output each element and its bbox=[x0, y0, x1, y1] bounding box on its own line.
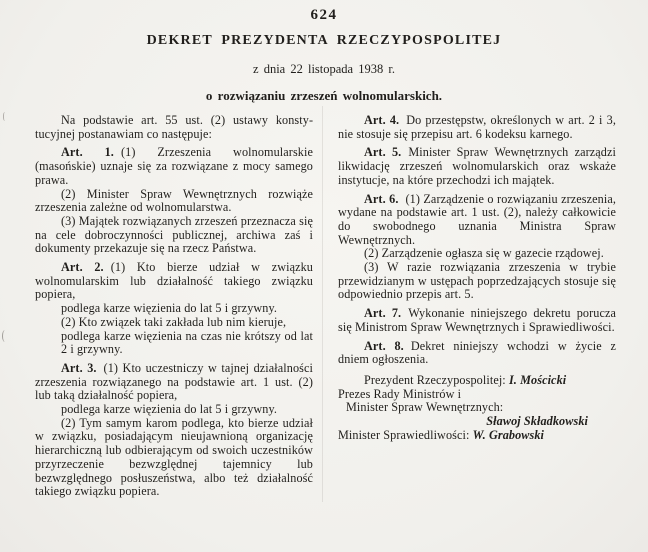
article-2-paragraph-2: (2) Kto związek taki zakłada lub nim kieruje, bbox=[61, 314, 287, 329]
article-4-text: Do przestępstw, określonych w art. 2 i 3, nie stosuje się przepisu art. 6 kodeksu karnego. bbox=[338, 113, 616, 141]
article-7-paragraph bbox=[338, 307, 616, 334]
article-2-penalty-2: podlega karze więzienia na czas nie krótszy od lat 2 i grzywny. bbox=[61, 328, 313, 357]
document-title: DEKRET PREZYDENTA RZECZYPOSPOLITEJ bbox=[146, 33, 502, 48]
article-2-penalty-1: podlega karze więzienia do lat 5 i grzywny. bbox=[61, 301, 278, 316]
article-2-paragraph-1 bbox=[35, 261, 313, 302]
document-date: z dnia 22 listopada 1938 r. bbox=[253, 62, 395, 76]
article-6-paragraph-1 bbox=[338, 193, 616, 248]
signature-president bbox=[338, 374, 616, 388]
left-column bbox=[35, 114, 313, 499]
article-1-paragraph-1 bbox=[35, 146, 313, 187]
article-6-paragraph-3: (3) W razie rozwiązania zrzeszenia w trybie przewidzianym w ustępach poprzedzających stosuje się odpowiednio przepis art. 5. bbox=[338, 260, 616, 302]
body-columns bbox=[0, 104, 648, 499]
article-2-label: Art. 2. bbox=[61, 260, 104, 275]
article-6-label: Art. 6. bbox=[364, 191, 399, 206]
article-3-paragraph-1 bbox=[35, 362, 313, 403]
scan-column-streak bbox=[322, 106, 323, 502]
article-5-text: Minister Spraw Wewnętrznych zarządzi likwidację zrzeszeń wolnomularskich oraz wskaże instytucje, na które przechodzi ich majątek. bbox=[338, 145, 616, 187]
article-7-text: Wykonanie niniejszego dekretu porucza się Ministrom Spraw Wewnętrznych i Sprawiedliwości. bbox=[338, 306, 616, 334]
article-1-paragraph-2: (2) Minister Spraw Wewnętrznych rozwiąże zrzeszenia zależne od wolnomularstwa. bbox=[35, 186, 313, 215]
article-1-label: Art. 1. bbox=[61, 145, 114, 160]
article-6-text: (1) Zarządzenie o rozwiązaniu zrzeszenia, wydane na podstawie art. 1 ust. (2), należy całkowicie do swobodnego uznania Ministra Spraw Wewnętrznych. bbox=[338, 191, 616, 247]
article-4-paragraph bbox=[338, 114, 616, 141]
article-2-text: (1) Kto bierze udział w związku wolnomularskim lub działalność takiego związku popiera, bbox=[35, 260, 313, 302]
article-8-label: Art. 8. bbox=[364, 338, 404, 353]
article-5-label: Art. 5. bbox=[364, 145, 402, 160]
article-5-paragraph bbox=[338, 146, 616, 187]
preamble-paragraph: Na podstawie art. 55 ust. (2) ustawy konstytucyjnej postanawiam co następuje: bbox=[35, 113, 313, 141]
signature-justice-role: Minister Sprawiedliwości: bbox=[338, 427, 470, 442]
article-8-text: Dekret niniejszy wchodzi w życie z dniem ogłoszenia. bbox=[338, 338, 616, 367]
article-3-paragraph-2: (2) Tym samym karom podlega, kto bierze udział w związku, posiadającym nieujawnioną organizację hierarchiczną lub odbierającym od swoich uczestników przyrzeczenie bezwzględnej tajemnicy lub bezwzględnego posłuszeństwa, albo też działalność takiego związku popiera. bbox=[35, 415, 313, 499]
signature-president-name: I. Mościcki bbox=[508, 372, 567, 387]
document-subject: o rozwiązaniu zrzeszeń wolnomularskich. bbox=[205, 88, 443, 103]
article-3-penalty: podlega karze więzienia do lat 5 i grzywny. bbox=[61, 402, 278, 417]
article-6-paragraph-2: (2) Zarządzenie ogłasza się w gazecie rządowej. bbox=[364, 246, 604, 261]
signature-justice bbox=[338, 429, 616, 443]
article-7-label: Art. 7. bbox=[364, 306, 402, 321]
article-1-text: (1) Zrzeszenia wolnomularskie (masońskie) uznaje się za rozwiązane z mocy samego prawa. bbox=[35, 145, 313, 187]
page-number: 624 bbox=[310, 7, 338, 23]
signature-premier-line1: Prezes Rady Ministrów i bbox=[338, 386, 462, 401]
article-8-paragraph bbox=[338, 340, 616, 367]
article-4-label: Art. 4. bbox=[364, 113, 400, 127]
article-3-text: (1) Kto uczestniczy w tajnej działalności zrzeszenia rozwiązanego na podstawie art. 1 ust. (2) lub taką działalność popiera, bbox=[35, 360, 313, 403]
article-1-paragraph-3: (3) Majątek rozwiązanych zrzeszeń przeznacza się na cele dobroczynności publicznej, archiwa zaś i dokumenty przekazuje się na rzecz Państwa. bbox=[35, 213, 313, 256]
signature-president-role: Prezydent Rzeczypospolitej: bbox=[364, 372, 506, 387]
right-column bbox=[338, 114, 616, 499]
signature-premier-name: Sławoj Składkowski bbox=[486, 414, 588, 429]
scan-artifact bbox=[3, 112, 8, 121]
article-3-label: Art. 3. bbox=[61, 360, 97, 375]
scan-artifact bbox=[2, 330, 8, 342]
signature-premier-line2: Minister Spraw Wewnętrznych: bbox=[346, 400, 504, 415]
signature-justice-name: W. Grabowski bbox=[472, 427, 545, 442]
